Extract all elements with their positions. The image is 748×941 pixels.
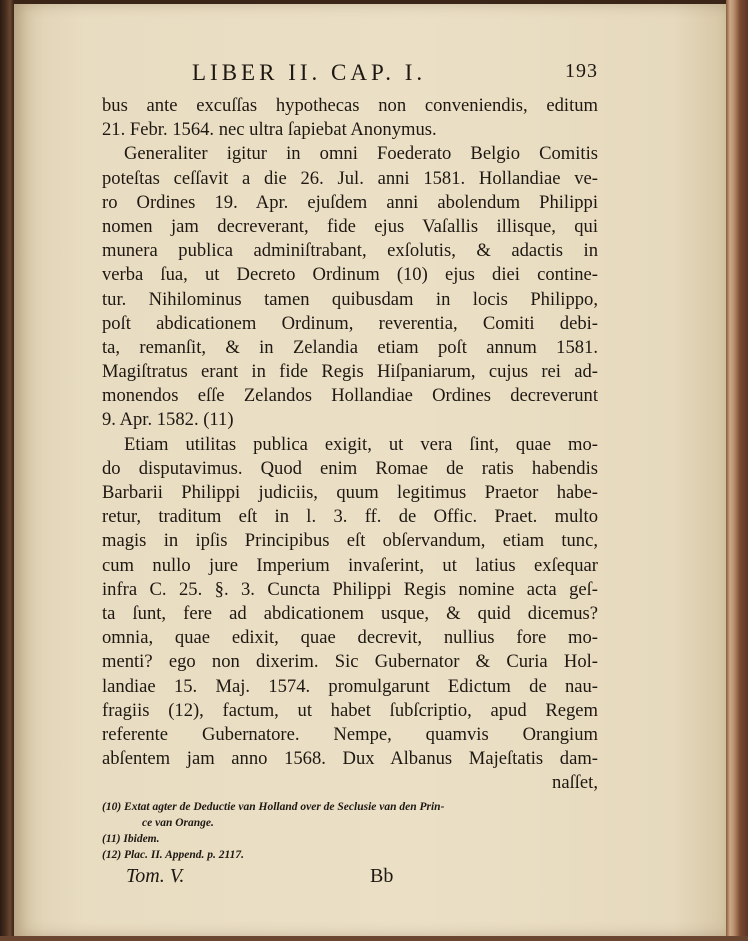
page-header [102,60,598,90]
text-line: poſt abdicationem Ordinum, reverentia, Comiti debi- [102,312,598,334]
text-line: verba ſua, ut Decreto Ordinum (10) ejus diei contine- [102,264,598,286]
text-line: 21. Febr. 1564. nec ultra ſapiebat Anonymus. [102,119,437,141]
page-bottom-edge [0,936,748,941]
text-line: munera publica adminiſtrabant, exſolutis, & adactis in [102,240,598,262]
page-text-block [102,60,598,895]
text-line: ta ſunt, fere ad abdicationem usque, & quid dicemus? [102,602,598,624]
text-line: fragiis (12), factum, ut habet ſubſcriptio, apud Regem [102,699,598,721]
body-text [102,94,598,795]
signature-mark: Bb [370,865,394,888]
text-line: infra C. 25. §. 3. Cuncta Philippi Regis nomine acta geſ- [102,578,598,600]
page-edge [726,0,748,941]
book-page [14,4,726,936]
footnotes [102,799,598,863]
page-number: 193 [565,60,598,82]
text-line: nomen jam decreverant, fide ejus Vaſallis illisque, qui [102,215,598,237]
text-line: Magiſtratus erant in fide Regis Hiſpaniarum, cujus rei ad- [102,361,598,383]
text-line: naſſet, [552,772,598,794]
text-line: abſentem jam anno 1568. Dux Albanus Majeſtatis dam- [102,748,598,770]
footnote-line: ce van Orange. [142,817,214,830]
text-line: omnia, quae edixit, quae decrevit, nullius fore mo- [102,627,598,649]
text-line: ro Ordines 19. Apr. ejuſdem anni abolendum Philippi [102,191,598,213]
footnote-line: (10) Extat agter de Deductie van Holland over de Seclusie van den Prin- [102,801,445,814]
text-line: ta, remanſit, & in Zelandia etiam poſt annum 1581. [102,336,598,358]
footnote-line: (11) Ibidem. [102,833,160,846]
text-line: Generaliter igitur in omni Foederato Belgio Comitis [124,143,598,165]
running-head: LIBER II. CAP. I. [192,60,427,85]
volume-label: Tom. V. [126,865,185,888]
text-line: 9. Apr. 1582. (11) [102,409,234,431]
text-line: Barbarii Philippi judiciis, quum legitimus Praetor habe- [102,482,598,503]
text-line: cum nullo jure Imperium invaſerint, ut latius exſequar [102,554,598,576]
text-line: monendos eſſe Zelandos Hollandiae Ordines decreverunt [102,385,598,407]
text-line: magis in ipſis Principibus eſt obſervandum, etiam tunc, [102,530,598,552]
text-line: Etiam utilitas publica exigit, ut vera ſint, quae mo- [124,433,598,455]
text-line: do disputavimus. Quod enim Romae de ratis habendis [102,457,598,479]
text-line: retur, traditum eſt in l. 3. ff. de Offic. Praet. multo [102,506,598,528]
page-footer [102,865,598,895]
text-line: bus ante excuſſas hypothecas non conveniendis, editum [102,95,598,116]
footnote-line: (12) Plac. II. Append. p. 2117. [102,849,245,862]
text-line: referente Gubernatore. Nempe, quamvis Orangium [102,723,598,745]
text-line: menti? ego non dixerim. Sic Gubernator & Curia Hol- [102,651,598,673]
text-line: poteſtas ceſſavit a die 26. Jul. anni 1581. Hollandiae ve- [102,167,598,189]
text-line: tur. Nihilominus tamen quibusdam in locis Philippo, [102,288,598,310]
text-line: landiae 15. Maj. 1574. promulgarunt Edictum de nau- [102,675,598,697]
